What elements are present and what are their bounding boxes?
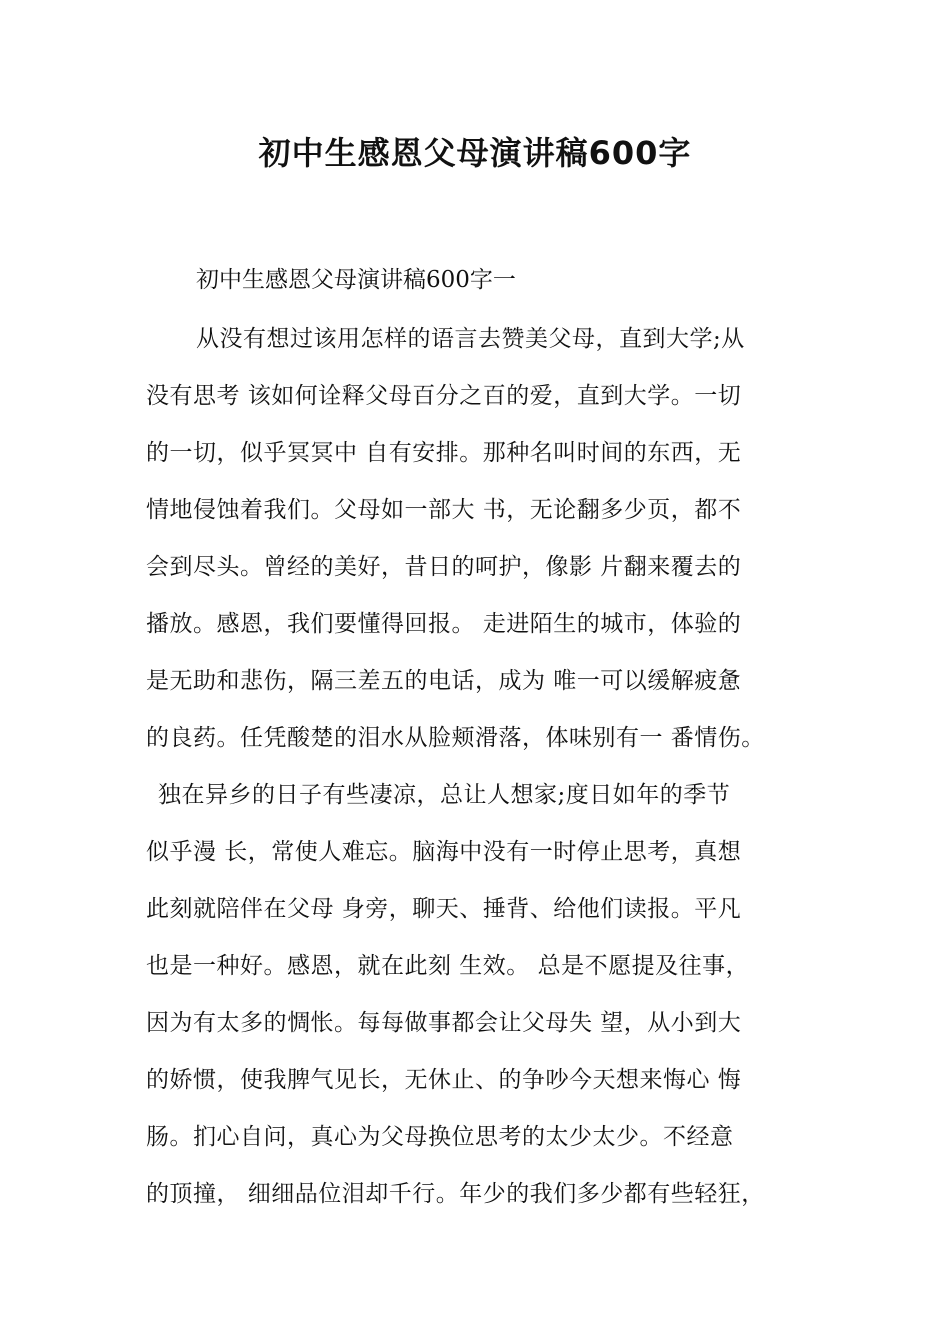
body-line: 播放。感恩，我们要懂得回报。 走进陌生的城市，体验的	[146, 611, 742, 637]
body-line: 没有思考 该如何诠释父母百分之百的爱，直到大学。一切	[146, 383, 742, 409]
body-line: 似乎漫 长，常使人难忘。脑海中没有一时停止思考，真想	[146, 839, 742, 865]
body-line: 的顶撞， 细细品位泪却千行。年少的我们多少都有些轻狂，	[146, 1181, 765, 1207]
body-line: 的一切，似乎冥冥中 自有安排。那种名叫时间的东西，无	[146, 440, 742, 466]
body-line: 是无助和悲伤，隔三差五的电话，成为 唯一可以缓解疲惫	[146, 668, 742, 694]
body-line: 独在异乡的日子有些凄凉，总让人想家;度日如年的季节	[158, 782, 731, 808]
body-line: 情地侵蚀着我们。父母如一部大 书，无论翻多少页，都不	[146, 497, 742, 523]
body-line: 的娇惯，使我脾气见长，无休止、的争吵今天想来悔心 悔	[146, 1067, 742, 1093]
body-line: 从没有想过该用怎样的语言去赞美父母，直到大学;从	[196, 326, 745, 352]
body-line: 此刻就陪伴在父母 身旁，聊天、捶背、给他们读报。平凡	[146, 896, 742, 922]
body-line: 肠。扪心自问，真心为父母换位思考的太少太少。不经意	[146, 1124, 734, 1150]
document-title: 初中生感恩父母演讲稿600字	[258, 134, 692, 172]
body-line: 因为有太多的惆怅。每每做事都会让父母失 望，从小到大	[146, 1010, 742, 1036]
section-heading: 初中生感恩父母演讲稿600字一	[196, 267, 516, 293]
body-line: 的良药。任凭酸楚的泪水从脸颊滑落，体味别有一 番情伤。	[146, 725, 765, 751]
body-line: 会到尽头。曾经的美好，昔日的呵护，像影 片翻来覆去的	[146, 554, 742, 580]
body-line: 也是一种好。感恩，就在此刻 生效。 总是不愿提及往事，	[146, 953, 750, 979]
